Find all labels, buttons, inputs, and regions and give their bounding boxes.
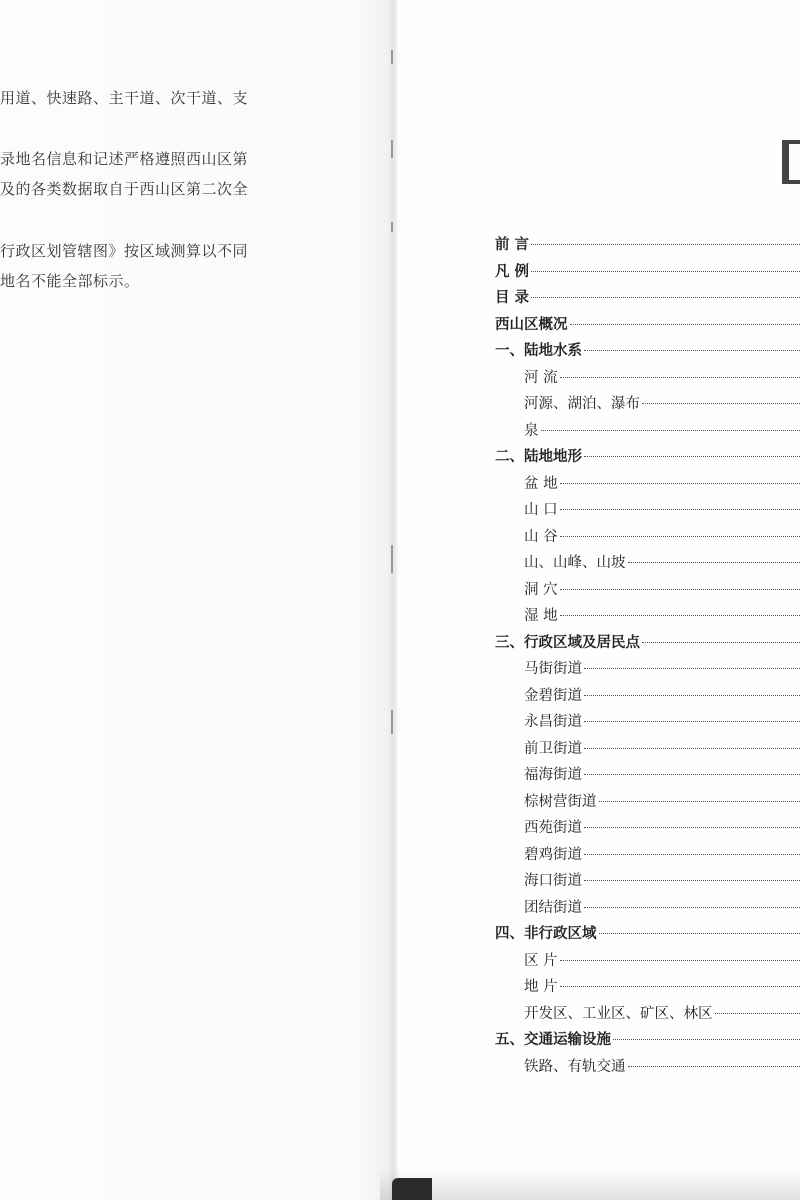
- toc-entry-label: 泉: [524, 422, 539, 439]
- toc-dot-leader: [560, 376, 800, 378]
- toc-entry-label: 山、山峰、山坡: [524, 555, 626, 571]
- toc-entry[interactable]: [495, 339, 800, 361]
- toc-dot-leader: [584, 879, 800, 881]
- left-page-line: 用道、快速路、主干道、次干道、支: [0, 89, 249, 107]
- toc-entry-label: 洞 穴: [524, 581, 558, 598]
- toc-entry-label: 二、陆地地形: [495, 448, 582, 465]
- toc-entry-label: 五、交通运输设施: [495, 1031, 611, 1048]
- page-shadow: [380, 1168, 800, 1200]
- toc-dot-leader: [599, 800, 800, 802]
- toc-entry[interactable]: [495, 922, 800, 944]
- toc-dot-leader: [584, 349, 800, 351]
- toc-entry-label: 河源、湖泊、瀑布: [524, 396, 640, 412]
- toc-entry[interactable]: [524, 657, 800, 679]
- toc-dot-leader: [560, 588, 800, 590]
- toc-dot-leader: [560, 508, 800, 510]
- toc-dot-leader: [584, 720, 800, 722]
- toc-entry-label: 永昌街道: [524, 714, 582, 730]
- left-page: [0, 0, 392, 1200]
- toc-entry[interactable]: [524, 578, 800, 600]
- toc-entry[interactable]: [524, 419, 800, 441]
- toc-entry[interactable]: [524, 1055, 800, 1077]
- spine-mark: [391, 710, 393, 734]
- toc-entry[interactable]: [524, 790, 800, 812]
- toc-entry[interactable]: [524, 737, 800, 759]
- toc-dot-leader: [584, 826, 800, 828]
- toc-entry-label: 前卫街道: [524, 740, 582, 757]
- toc-entry-label: 福海街道: [524, 767, 582, 783]
- toc-dot-leader: [584, 747, 800, 749]
- toc-dot-leader: [584, 694, 800, 696]
- toc-entry[interactable]: [524, 896, 800, 918]
- toc-entry-label: 前 言: [495, 236, 530, 253]
- toc-dot-leader: [642, 641, 800, 643]
- toc-entry[interactable]: [524, 975, 800, 997]
- toc-entry[interactable]: [524, 763, 800, 785]
- toc-dot-leader: [628, 561, 800, 563]
- page-title-fragment: [782, 140, 800, 184]
- toc-entry-label: 马街街道: [524, 661, 582, 677]
- spine-mark: [391, 140, 393, 158]
- toc-entry-label: 一、陆地水系: [495, 342, 582, 359]
- toc-dot-leader: [560, 535, 800, 537]
- left-page-line: 地名不能全部标示。: [0, 272, 140, 290]
- toc-entry[interactable]: [524, 498, 800, 520]
- toc-entry-label: 团结街道: [524, 899, 582, 916]
- toc-dot-leader: [570, 323, 800, 325]
- toc-entry-label: 地 片: [524, 979, 558, 995]
- toc-dot-leader: [628, 1065, 800, 1067]
- spine-mark: [391, 50, 393, 64]
- toc-entry-label: 河 流: [524, 369, 558, 386]
- toc-entry[interactable]: [524, 869, 800, 891]
- toc-entry[interactable]: [495, 286, 800, 308]
- toc-dot-leader: [560, 614, 800, 616]
- toc-entry[interactable]: [524, 843, 800, 865]
- toc-entry[interactable]: [524, 684, 800, 706]
- toc-entry[interactable]: [524, 949, 800, 971]
- toc-entry[interactable]: [524, 604, 800, 626]
- toc-entry[interactable]: [524, 551, 800, 573]
- toc-entry-label: 西山区概况: [495, 315, 568, 333]
- toc-dot-leader: [584, 853, 800, 855]
- book-edge: [392, 1178, 432, 1200]
- toc-entry-label: 碧鸡街道: [524, 846, 582, 863]
- toc-entry[interactable]: [495, 260, 800, 282]
- toc-entry-label: 金碧街道: [524, 687, 582, 704]
- toc-dot-leader: [531, 296, 800, 298]
- toc-dot-leader: [541, 429, 800, 431]
- spine-mark: [391, 545, 393, 573]
- left-page-line: 行政区划管辖图》按区域测算以不同: [0, 242, 249, 260]
- toc-entry[interactable]: [524, 525, 800, 547]
- toc-dot-leader: [599, 932, 800, 934]
- toc-entry[interactable]: [495, 313, 800, 335]
- toc-entry[interactable]: [524, 816, 800, 838]
- toc-entry-label: 铁路、有轨交通: [524, 1058, 626, 1075]
- toc-dot-leader: [584, 773, 800, 775]
- toc-entry-label: 区 片: [524, 952, 558, 969]
- toc-entry[interactable]: [524, 366, 800, 388]
- left-page-line: 录地名信息和记述严格遵照西山区第: [0, 150, 249, 168]
- toc-entry-label: 湿 地: [524, 608, 558, 624]
- toc-entry[interactable]: [524, 710, 800, 732]
- toc-dot-leader: [531, 270, 800, 272]
- toc-dot-leader: [584, 455, 800, 457]
- toc-dot-leader: [560, 985, 800, 987]
- toc-entry-label: 棕树营街道: [524, 793, 597, 810]
- toc-entry-label: 凡 例: [495, 262, 530, 280]
- toc-entry[interactable]: [524, 392, 800, 414]
- toc-dot-leader: [560, 482, 800, 484]
- toc-entry-label: 盆 地: [524, 475, 558, 492]
- toc-entry[interactable]: [495, 631, 800, 653]
- toc-entry[interactable]: [524, 472, 800, 494]
- toc-entry-label: 目 录: [495, 289, 530, 306]
- toc-entry[interactable]: [495, 1028, 800, 1050]
- toc-entry-label: 山 口: [524, 502, 558, 518]
- spine-mark: [391, 222, 393, 232]
- toc-entry-label: 开发区、工业区、矿区、林区: [524, 1005, 713, 1022]
- toc-dot-leader: [531, 243, 800, 245]
- toc-dot-leader: [560, 959, 800, 961]
- toc-dot-leader: [642, 402, 800, 404]
- toc-dot-leader: [613, 1038, 800, 1040]
- toc-entry[interactable]: [524, 1002, 800, 1024]
- toc-entry-label: 三、行政区域及居民点: [495, 633, 640, 651]
- toc-entry-label: 西苑街道: [524, 820, 582, 836]
- toc-dot-leader: [584, 667, 800, 669]
- toc-entry-label: 四、非行政区域: [495, 925, 597, 942]
- toc-dot-leader: [715, 1012, 800, 1014]
- toc-entry[interactable]: [495, 233, 800, 255]
- toc-dot-leader: [584, 906, 800, 908]
- toc-entry[interactable]: [495, 445, 800, 467]
- toc-entry-label: 海口街道: [524, 873, 582, 889]
- toc-entry-label: 山 谷: [524, 528, 558, 545]
- book-spine: [388, 0, 398, 1200]
- left-page-line: 及的各类数据取自于西山区第二次全: [0, 180, 249, 198]
